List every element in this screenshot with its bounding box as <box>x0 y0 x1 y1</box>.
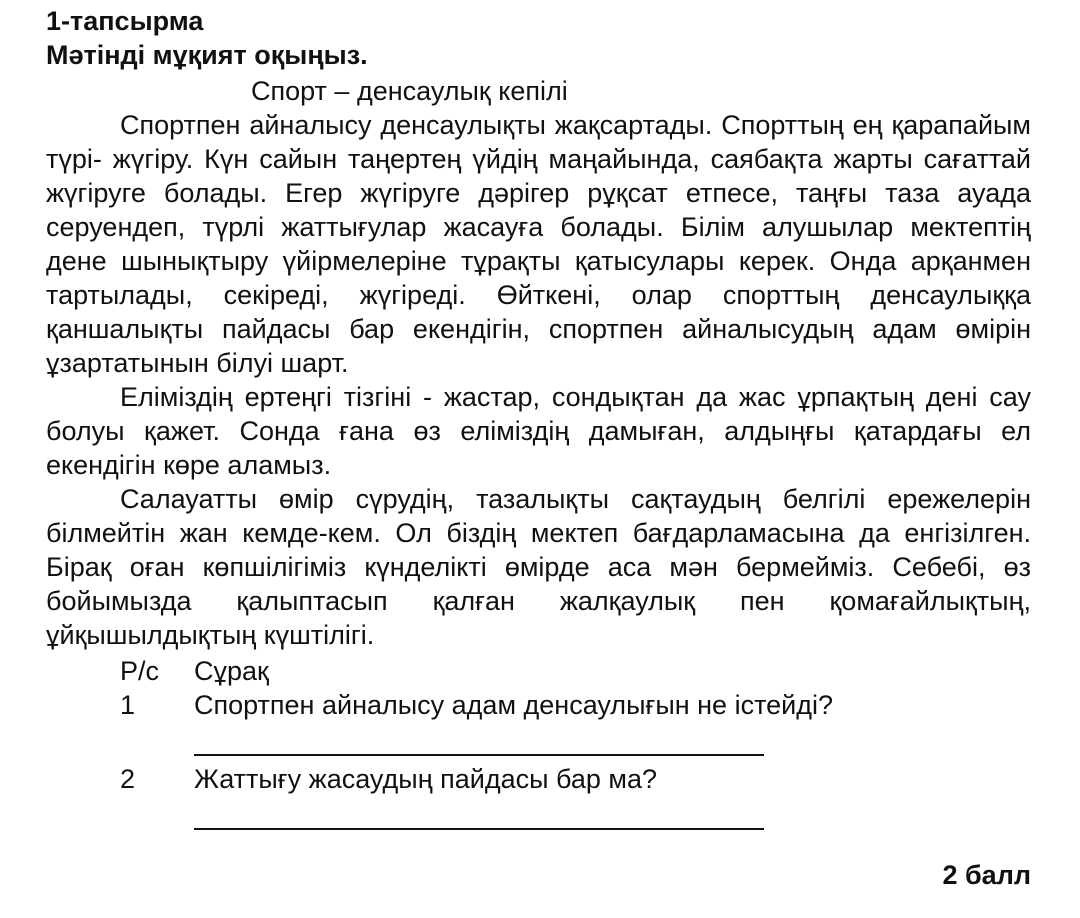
answer-line-2[interactable] <box>194 796 764 830</box>
paragraph-1: Спортпен айналысу денсаулықты жақсартады. Спорттың ең қарапайым түрі- жүгіру. Күн сайын таңертең үйдің маңайында, саябақта жарты сағаттай жүгіруге болады. Егер жүгіруге дәрігер рұқсат етпесе, таңғы таза ауада серуендеп, түрлі жаттығулар жасауға болады. Білім алушылар мектептің дене шынықтыру үйірмелеріне тұрақты қатысулары керек. Онда арқанмен тартылады, секіреді, жүгіреді. Өйткені, олар спорттың денсаулыққа қаншалықты пайдасы бар екендігін, спортпен айналысудың адам өмірін ұзартатынын білуі шарт. <box>46 110 1031 378</box>
question-number: 2 <box>120 764 136 794</box>
worksheet <box>46 4 1031 890</box>
question-column-header: Сұрақ <box>194 656 269 686</box>
question-text: Жаттығу жасаудың пайдасы бар ма? <box>194 764 657 794</box>
question-row <box>46 762 1031 796</box>
questions-table <box>46 654 1031 830</box>
task-number: 1-тапсырма <box>46 6 204 36</box>
text-title: Спорт – денсаулық кепілі <box>251 76 568 106</box>
question-row <box>46 688 1031 722</box>
questions-header <box>46 654 1031 688</box>
question-text: Спортпен айналысу адам денсаулығын не істейді? <box>194 690 833 720</box>
number-column-header: Р/с <box>120 656 160 686</box>
paragraph-3: Салауатты өмір сүрудің, тазалықты сақтаудың белгілі ережелерін білмейтін жан кемде-кем. Ол біздің мектеп бағдарламасына да енгізілген. Бірақ оған көпшілігіміз күнделікті өмірде аса мән бермейміз. Себебі, өз бойымызда қалыптасып қалған жалқаулық пен қомағайлықтың, ұйқышылдықтың күштілігі. <box>46 484 1031 650</box>
paragraph-2: Еліміздің ертеңгі тізгіні - жастар, сондықтан да жас ұрпақтың дені сау болуы қажет. Сонда ғана өз еліміздің дамыған, алдыңғы қатардағы ел екендігін көре аламыз. <box>46 382 1031 480</box>
score-label: 2 балл <box>942 860 1031 890</box>
question-number: 1 <box>120 690 136 720</box>
instruction: Мәтінді мұқият оқыңыз. <box>46 40 368 70</box>
answer-line-1[interactable] <box>194 722 764 756</box>
